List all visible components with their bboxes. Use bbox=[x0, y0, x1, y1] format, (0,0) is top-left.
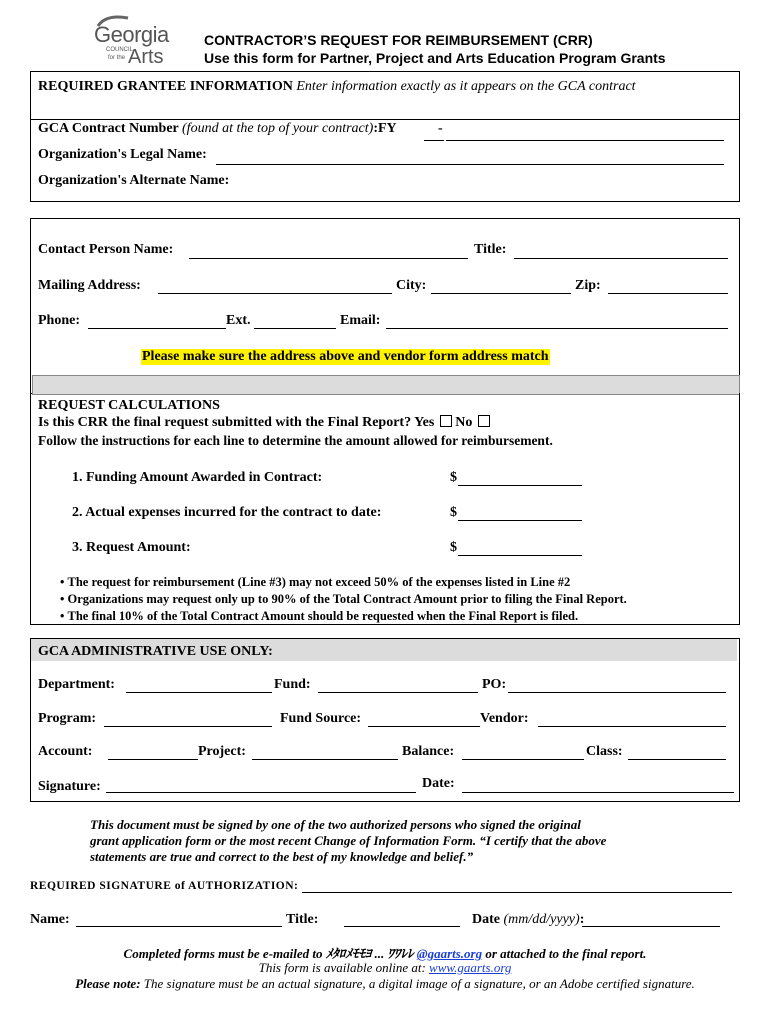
contract-fy-field[interactable] bbox=[424, 140, 444, 141]
po-field[interactable] bbox=[508, 692, 726, 693]
line2-label: 2. Actual expenses incurred for the contract to date: bbox=[72, 505, 382, 520]
grantee-heading: REQUIRED GRANTEE INFORMATION Enter information exactly as it appears on the GCA contract bbox=[38, 79, 636, 94]
account-label: Account: bbox=[38, 744, 93, 759]
certify-line-2: grant application form or the most recent Change of Information Form. “I certify that the above bbox=[90, 833, 607, 848]
line2-field[interactable] bbox=[458, 520, 582, 521]
fund-field[interactable] bbox=[318, 692, 478, 693]
vendor-field[interactable] bbox=[538, 726, 726, 727]
line1-field[interactable] bbox=[458, 485, 582, 486]
legal-name-label: Organization's Legal Name: bbox=[38, 147, 207, 162]
section-divider bbox=[32, 375, 740, 395]
calc-bullet-2: • Organizations may request only up to 90% of the Total Contract Amount prior to filing the Final Report. bbox=[60, 592, 627, 606]
class-field[interactable] bbox=[628, 759, 726, 760]
mailing-address-label: Mailing Address: bbox=[38, 278, 141, 293]
vendor-label: Vendor: bbox=[480, 711, 529, 726]
final-request-question: Is this CRR the final request submitted with the Final Report? Yes No bbox=[38, 415, 490, 431]
logo-georgia: Georgia bbox=[94, 22, 169, 47]
certify-line-3: statements are true and correct to the best of my knowledge and belief.” bbox=[90, 849, 474, 864]
class-label: Class: bbox=[586, 744, 623, 759]
line3-field[interactable] bbox=[458, 555, 582, 556]
footer-email-line: Completed forms must be e-mailed to ﾒﾀﾛﾒﾓﾓﾖ ... ﾜﾜﾚﾚ @gaarts.org or attached to the final report. bbox=[123, 946, 647, 961]
signer-date-label: Date (mm/dd/yyyy): bbox=[472, 912, 585, 927]
email-field[interactable] bbox=[386, 328, 728, 329]
authorization-signature-field[interactable] bbox=[302, 892, 732, 893]
ext-label: Ext. bbox=[226, 313, 251, 328]
admin-signature-field[interactable] bbox=[106, 792, 416, 793]
contact-person-field[interactable] bbox=[189, 258, 468, 259]
contract-dash: - bbox=[438, 121, 443, 136]
contact-person-label: Contact Person Name: bbox=[38, 242, 174, 257]
ext-field[interactable] bbox=[254, 328, 336, 329]
signer-name-label: Name: bbox=[30, 912, 70, 927]
program-label: Program: bbox=[38, 711, 97, 726]
project-label: Project: bbox=[198, 744, 246, 759]
phone-field[interactable] bbox=[88, 328, 226, 329]
department-label: Department: bbox=[38, 677, 115, 692]
fund-source-label: Fund Source: bbox=[280, 711, 362, 726]
account-field[interactable] bbox=[108, 759, 198, 760]
signer-title-label: Title: bbox=[286, 912, 319, 927]
garbled-email-text: ﾒﾀﾛﾒﾓﾓﾖ ... ﾜﾜﾚﾚ bbox=[325, 946, 414, 961]
alt-name-label: Organization's Alternate Name: bbox=[38, 173, 230, 188]
phone-label: Phone: bbox=[38, 313, 80, 328]
line1-label: 1. Funding Amount Awarded in Contract: bbox=[72, 470, 323, 485]
department-field[interactable] bbox=[126, 692, 272, 693]
required-signature-label: REQUIRED SIGNATURE of AUTHORIZATION: bbox=[30, 880, 299, 892]
form-title: CONTRACTOR’S REQUEST FOR REIMBURSEMENT (CRR) bbox=[204, 32, 593, 48]
email-label: Email: bbox=[340, 313, 381, 328]
logo-council: COUNCIL bbox=[106, 47, 134, 53]
zip-label: Zip: bbox=[575, 278, 601, 293]
contact-title-label: Title: bbox=[474, 242, 507, 257]
fund-label: Fund: bbox=[274, 677, 311, 692]
contract-number-field[interactable] bbox=[446, 140, 724, 141]
signer-title-field[interactable] bbox=[344, 926, 460, 927]
calc-instructions: Follow the instructions for each line to determine the amount allowed for reimbursement. bbox=[38, 433, 553, 448]
balance-field[interactable] bbox=[462, 759, 584, 760]
certify-line-1: This document must be signed by one of the two authorized persons who signed the original bbox=[90, 817, 581, 832]
admin-date-label: Date: bbox=[422, 776, 455, 791]
line1-dollar: $ bbox=[450, 470, 457, 485]
email-link[interactable]: @gaarts.org bbox=[416, 946, 483, 961]
calc-bullet-3: • The final 10% of the Total Contract Amount should be requested when the Final Report is filed. bbox=[60, 609, 579, 623]
logo-arts: Arts bbox=[128, 46, 164, 68]
signer-date-field[interactable] bbox=[582, 926, 720, 927]
line3-dollar: $ bbox=[450, 540, 457, 555]
balance-label: Balance: bbox=[402, 744, 455, 759]
address-notice: Please make sure the address above and vendor form address match bbox=[142, 349, 549, 364]
legal-name-field[interactable] bbox=[216, 164, 724, 165]
footer-online-line: This form is available online at: www.gaarts.org bbox=[258, 960, 512, 975]
line3-label: 3. Request Amount: bbox=[72, 540, 191, 555]
mailing-address-field[interactable] bbox=[158, 293, 392, 294]
line2-dollar: $ bbox=[450, 505, 457, 520]
final-yes-checkbox[interactable] bbox=[440, 415, 452, 427]
logo-forthe: for the bbox=[108, 55, 126, 61]
footer-note-line: Please note: The signature must be an actual signature, a digital image of a signature, or an Adobe certified signature. bbox=[75, 976, 695, 991]
calc-bullet-1: • The request for reimbursement (Line #3) may not exceed 50% of the expenses listed in Line #2 bbox=[60, 575, 571, 589]
city-label: City: bbox=[396, 278, 427, 293]
fund-source-field[interactable] bbox=[368, 726, 480, 727]
signer-name-field[interactable] bbox=[76, 926, 282, 927]
po-label: PO: bbox=[482, 677, 507, 692]
contract-number-label: GCA Contract Number (found at the top of your contract):FY bbox=[38, 121, 397, 136]
calc-heading: REQUEST CALCULATIONS bbox=[38, 398, 220, 413]
city-field[interactable] bbox=[431, 293, 571, 294]
form-subtitle: Use this form for Partner, Project and Arts Education Program Grants bbox=[204, 50, 666, 66]
website-link[interactable]: www.gaarts.org bbox=[429, 960, 512, 975]
admin-signature-label: Signature: bbox=[38, 779, 101, 794]
admin-date-field[interactable] bbox=[462, 792, 734, 793]
project-field[interactable] bbox=[252, 759, 398, 760]
program-field[interactable] bbox=[104, 726, 272, 727]
admin-heading: GCA ADMINISTRATIVE USE ONLY: bbox=[38, 644, 273, 659]
admin-box bbox=[30, 638, 740, 802]
contact-title-field[interactable] bbox=[514, 258, 728, 259]
zip-field[interactable] bbox=[608, 293, 728, 294]
final-no-checkbox[interactable] bbox=[478, 415, 490, 427]
gca-logo bbox=[88, 14, 188, 70]
